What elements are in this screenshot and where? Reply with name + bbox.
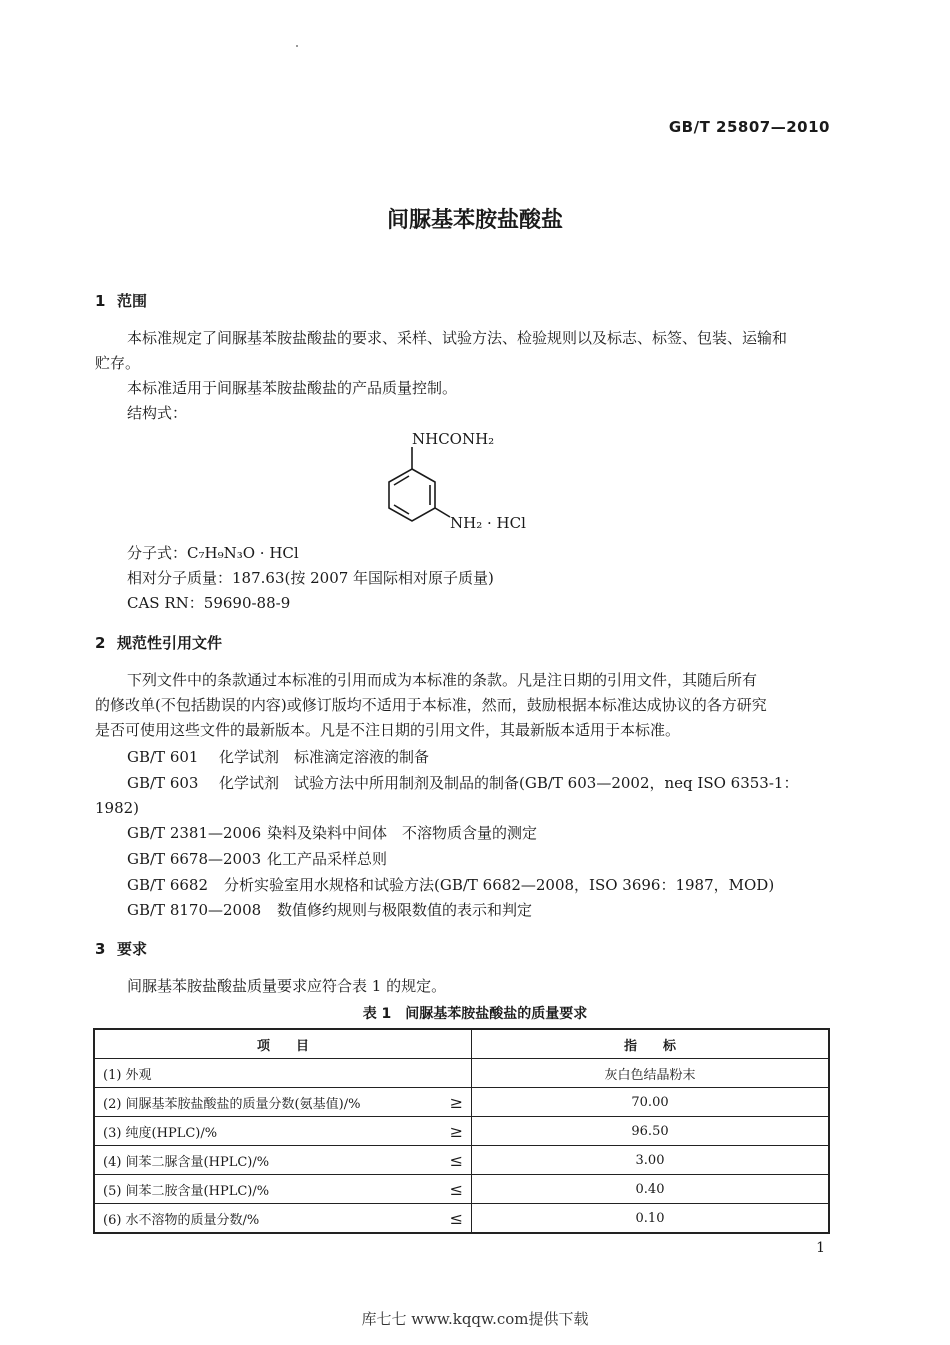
cas-number-line: CAS RN：59690-88-9 bbox=[127, 594, 291, 612]
operator: ≤ bbox=[449, 1150, 463, 1170]
reference-code: GB/T 2381—2006 bbox=[127, 824, 262, 842]
reference-title: 化学试剂 标准滴定溶液的制备 bbox=[219, 748, 430, 766]
structural-formula bbox=[380, 425, 560, 535]
table-row bbox=[94, 1088, 829, 1117]
paragraph: 本标准适用于间脲基苯胺盐酸盐的产品质量控制。 bbox=[127, 379, 458, 397]
reference-item bbox=[127, 823, 537, 843]
reference-code: GB/T 8170—2008 bbox=[127, 901, 262, 919]
table-row bbox=[94, 1117, 829, 1146]
reference-continuation: 1982) bbox=[95, 799, 140, 817]
value-cell: 0.40 bbox=[472, 1175, 830, 1204]
table-caption: 表 1 间脲基苯胺盐酸盐的质量要求 bbox=[362, 1006, 588, 1022]
molecular-formula-line bbox=[127, 543, 299, 563]
table-row bbox=[94, 1204, 829, 1234]
reference-title: 分析实验室用水规格和试验方法(GB/T 6682—2008，ISO 3696：1987，MOD) bbox=[224, 876, 775, 894]
section-number: 2 bbox=[95, 634, 106, 652]
paragraph-line: 是否可使用这些文件的最新版本。凡是不注日期的引用文件，其最新版本适用于本标准。 bbox=[95, 721, 681, 739]
value-cell: 70.00 bbox=[472, 1088, 830, 1117]
item-text: (3) 纯度(HPLC)/% bbox=[103, 1125, 218, 1141]
value-cell: 96.50 bbox=[472, 1117, 830, 1146]
reference-code: GB/T 6682 bbox=[127, 876, 209, 894]
item-cell bbox=[94, 1059, 472, 1088]
item-cell bbox=[94, 1117, 472, 1146]
value-cell: 0.10 bbox=[472, 1204, 830, 1234]
section-3-heading bbox=[95, 938, 147, 959]
reference-code: GB/T 6678—2003 bbox=[127, 850, 262, 868]
section-number: 3 bbox=[95, 940, 106, 958]
operator: ≥ bbox=[449, 1092, 463, 1112]
item-text: (6) 水不溶物的质量分数/% bbox=[103, 1212, 260, 1228]
item-cell bbox=[94, 1175, 472, 1204]
operator: ≥ bbox=[449, 1121, 463, 1141]
item-text: (4) 间苯二脲含量(HPLC)/% bbox=[103, 1154, 270, 1170]
value-cell: 3.00 bbox=[472, 1146, 830, 1175]
section-2-heading bbox=[95, 632, 222, 653]
section-1-heading bbox=[95, 290, 147, 311]
structure-label: 结构式： bbox=[127, 404, 188, 422]
header-value: 指 标 bbox=[472, 1029, 830, 1059]
paragraph-line: 的修改单(不包括勘误的内容)或修订版均不适用于本标准，然而，鼓励根据本标准达成协议的各方研究 bbox=[95, 696, 767, 714]
item-cell bbox=[94, 1204, 472, 1234]
item-text: (2) 间脲基苯胺盐酸盐的质量分数(氨基值)/% bbox=[103, 1096, 361, 1112]
item-text: (1) 外观 bbox=[103, 1067, 152, 1083]
molecular-formula: C₇H₉N₃O · HCl bbox=[187, 544, 299, 562]
table-row bbox=[94, 1059, 829, 1088]
operator: ≤ bbox=[449, 1179, 463, 1199]
paragraph: 间脲基苯胺盐酸盐质量要求应符合表 1 的规定。 bbox=[127, 977, 447, 995]
item-text: (5) 间苯二胺含量(HPLC)/% bbox=[103, 1183, 270, 1199]
reference-code: GB/T 603 bbox=[127, 774, 199, 792]
reference-item bbox=[127, 747, 429, 767]
table-row bbox=[94, 1146, 829, 1175]
reference-code: GB/T 601 bbox=[127, 748, 199, 766]
operator: ≤ bbox=[449, 1208, 463, 1228]
item-cell bbox=[94, 1088, 472, 1117]
page-number: 1 bbox=[816, 1240, 825, 1256]
reference-title: 数值修约规则与极限数值的表示和判定 bbox=[277, 901, 533, 919]
download-footer: 库七七 www.kqqw.com提供下载 bbox=[361, 1310, 589, 1328]
formula-label: 分子式： bbox=[127, 544, 188, 562]
reference-item bbox=[127, 900, 532, 920]
scan-speck bbox=[296, 45, 298, 47]
paragraph-line: 贮存。 bbox=[95, 354, 141, 372]
section-number: 1 bbox=[95, 292, 106, 310]
section-title: 规范性引用文件 bbox=[117, 634, 223, 652]
reference-item bbox=[127, 773, 798, 793]
structure-bottom-group: NH₂ · HCl bbox=[450, 514, 526, 532]
value-cell: 灰白色结晶粉末 bbox=[472, 1059, 830, 1088]
table-row bbox=[94, 1175, 829, 1204]
section-title: 要求 bbox=[117, 940, 148, 958]
reference-item bbox=[127, 849, 387, 869]
reference-item bbox=[127, 875, 774, 895]
item-cell bbox=[94, 1146, 472, 1175]
paragraph-line: 本标准规定了间脲基苯胺盐酸盐的要求、采样、试验方法、检验规则以及标志、标签、包装、运输和 bbox=[127, 329, 788, 347]
molecular-mass-line: 相对分子质量：187.63(按 2007 年国际相对原子质量) bbox=[127, 569, 494, 587]
document-number: GB/T 25807—2010 bbox=[668, 118, 830, 136]
reference-title: 化学试剂 试验方法中所用制剂及制品的制备(GB/T 603—2002，neq ISO 6353-1： bbox=[219, 774, 799, 792]
paragraph-line: 下列文件中的条款通过本标准的引用而成为本标准的条款。凡是注日期的引用文件，其随后所有 bbox=[127, 671, 758, 689]
reference-title: 化工产品采样总则 bbox=[267, 850, 388, 868]
structure-top-group: NHCONH₂ bbox=[412, 430, 495, 448]
document-title: 间脲基苯胺盐酸盐 bbox=[386, 208, 563, 233]
section-title: 范围 bbox=[117, 292, 148, 310]
reference-title: 染料及染料中间体 不溶物质含量的测定 bbox=[267, 824, 538, 842]
header-item: 项 目 bbox=[94, 1029, 472, 1059]
table-header-row bbox=[94, 1029, 829, 1059]
quality-requirements-table bbox=[93, 1028, 830, 1234]
